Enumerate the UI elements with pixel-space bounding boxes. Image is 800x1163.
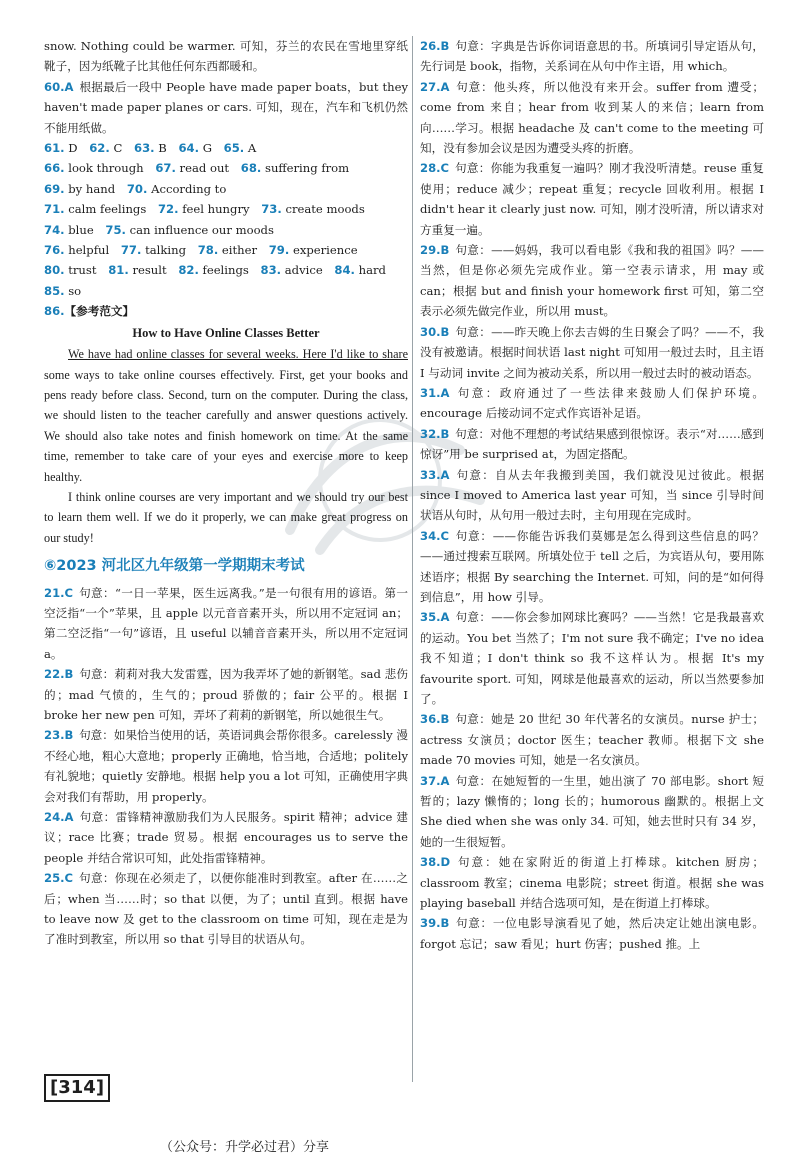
question-number: 77. [120, 243, 142, 258]
answer-value: talking [145, 243, 186, 258]
question-number: 28. [420, 161, 441, 176]
answer-letter: B [440, 324, 450, 339]
answer-value: calm feelings [68, 202, 147, 217]
answer-letter: D [440, 855, 451, 870]
question-number: 67. [155, 161, 176, 176]
question-number: 66. [44, 161, 65, 176]
answer-value: D [68, 141, 78, 156]
question-number: 60. [44, 79, 65, 94]
question-number: 27. [420, 79, 441, 94]
answer-value: G [202, 141, 212, 156]
question-number: 84. [334, 263, 355, 278]
answer-letter: A [440, 610, 450, 625]
section-heading: ⑥2023 河北区九年级第一学期期末考试 [44, 558, 305, 575]
question-number: 75. [105, 222, 126, 237]
sample-essay-label: 【参考范文】 [64, 304, 135, 319]
explanation: 句意：你能为我重复一遍吗？刚才我没听清楚。reuse 重复使用；reduce 减少；repeat 重复；recycle 回收利用。根据 I didn't hear it clearly just now. 可知，刚才没听清，所以请求对方重复一遍。 [420, 161, 764, 237]
explanation: 句意：——昨天晚上你去吉姆的生日聚会了吗？——不，我没有被邀请。根据时间状语 last night 可知用一般过去时，且主语 I 与动词 invite 之间为被动关系，所以用一般过去时的被动语态。 [420, 324, 764, 380]
answer-row-80-84 [44, 260, 408, 280]
answer-item-22 [44, 664, 408, 725]
column-divider [412, 36, 413, 1082]
answer-letter: B [440, 916, 450, 931]
explanation: 句意：——你会参加网球比赛吗？——当然！它是我最喜欢的运动。You bet 当然了；I'm not sure 我不确定；I've no idea 我不知道；I don't think so 我不这样认为。根据 It's my favourite sport. 可知，网球是他最喜欢的运动，所以当然要参加了。 [420, 610, 764, 706]
answer-value: trust [68, 263, 97, 278]
question-number: 31. [420, 385, 441, 400]
answer-item-25 [44, 868, 408, 950]
question-number: 34. [420, 528, 441, 543]
answer-letter: C [64, 871, 74, 886]
question-number: 82. [178, 263, 199, 278]
left-column [44, 36, 408, 950]
question-number: 39. [420, 916, 441, 931]
answer-row-74-75 [44, 220, 408, 240]
explanation: 句意：自从去年我搬到美国，我们就没见过彼此。根据 since I moved to America last year 可知，当 since 引导时间状语从句时，从句用一般过去时，主句用现在完成时。 [420, 467, 764, 523]
explanation: 句意：政府通过了一些法律来鼓励人们保护环境。encourage 后接动词不定式作宾语补足语。 [420, 385, 764, 421]
answer-row-76-79 [44, 240, 408, 260]
answer-letter: B [440, 426, 450, 441]
answer-value: According to [151, 181, 227, 196]
answer-value: either [221, 243, 258, 258]
question-number: 32. [420, 426, 441, 441]
essay-text: some ways to take online courses effectively. First, get your books and pens ready before class. Second, turn on the computer. During the class, we should listen to the teacher carefully and answer questions actively. We should also take notes and finish homework on time. At the same time, remember to take care of your eyes and exercise more to keep healthy. [44, 367, 408, 484]
answer-letter: A [64, 79, 74, 94]
answer-value: by hand [68, 181, 116, 196]
answer-value: hard [358, 263, 386, 278]
answer-value: C [113, 141, 123, 156]
question-number: 72. [157, 202, 179, 217]
answer-item-23 [44, 725, 408, 807]
question-number: 79. [268, 243, 290, 258]
question-number: 37. [420, 773, 441, 788]
answer-item-33 [420, 465, 764, 526]
answer-row-71-73 [44, 199, 408, 219]
explanation: 句意：在她短暂的一生里，她出演了 70 部电影。short 短暂的；lazy 懒惰的；long 长的；humorous 幽默的。根据上文 She died when she was only 34. 可知，她去世时只有 34 岁，她的一生很短暂。 [420, 773, 764, 849]
answer-letter: A [440, 385, 450, 400]
question-number: 22. [44, 667, 65, 682]
answer-value: B [158, 141, 167, 156]
explanation: 句意：字典是告诉你词语意思的书。所填词引导定语从句，先行词是 book，指物，关系词在从句中作主语，用 which。 [420, 39, 764, 74]
question-number: 69. [44, 181, 65, 196]
explanation: 句意：莉莉对我大发雷霆，因为我弄坏了她的新钢笔。sad 悲伤的；mad 气愤的，生气的；proud 骄傲的；fair 公平的。根据 I broke her new pen 可知，弄坏了莉莉的新钢笔，所以她很生气。 [44, 667, 408, 722]
essay-paragraph-2: I think online courses are very important and we should try our best to learn them well. If we do it properly, we can make great progress on our study! [44, 489, 408, 545]
answer-letter: A [440, 773, 450, 788]
answer-item-31 [420, 383, 764, 424]
question-number: 33. [420, 467, 441, 482]
answer-value: advice [284, 263, 323, 278]
answer-letter: B [440, 243, 450, 258]
question-number: 64. [178, 141, 200, 156]
question-number: 70. [126, 181, 148, 196]
question-number: 86. [44, 304, 65, 319]
question-number: 23. [44, 728, 65, 743]
answer-item-38 [420, 852, 764, 913]
question-number: 71. [44, 202, 65, 217]
question-number: 78. [197, 243, 219, 258]
explanation: 句意：——你能告诉我们莫娜是怎么得到这些信息的吗？——通过搜索互联网。所填处位于 tell 之后，为宾语从句，要用陈述语序；根据 By searching the Internet. 可知，问的是“如何得到信息”，用 how 引导。 [420, 528, 764, 604]
answer-value: look through [68, 161, 144, 176]
explanation: 句意：如果恰当使用的话，英语词典会帮你很多。carelessly 漫不经心地，粗心大意地；properly 正确地，恰当地，合适地；politely 有礼貌地；quietly 安静地。根据 help you a lot 可知，正确使用字典会对我们有帮助，用 properly。 [44, 728, 408, 804]
explanation: 句意：雷锋精神激励我们为人民服务。spirit 精神；advice 建议；race 比赛；trade 贸易。根据 encourages us to serve the people 并结合常识可知，此处指雷锋精神。 [44, 810, 409, 865]
answer-item-39 [420, 913, 764, 954]
answer-letter: C [440, 528, 450, 543]
explanation: 句意：“一日一苹果，医生远离我。”是一句很有用的谚语。第一空泛指“一个”苹果，且 apple 以元音音素开头，所以用不定冠词 an；第二空泛指“一句”谚语，且 useful 以辅音音素开头，所以用不定冠词 a。 [44, 585, 409, 661]
answer-value: can influence our moods [129, 222, 274, 237]
footer-share-note: （公众号：升学必过君）分享 [160, 1140, 330, 1155]
answer-value: helpful [68, 243, 110, 258]
explanation: 句意：她是 20 世纪 30 年代著名的女演员。nurse 护士；actress 女演员；doctor 医生；teacher 教师。根据下文 she made 70 movies 可知，她是一名女演员。 [420, 712, 764, 768]
answer-value: feel hungry [182, 202, 250, 217]
question-number: 21. [44, 585, 65, 600]
underlined-phrase: We have had online classes for several weeks. Here I'd like to share [68, 347, 408, 362]
question-number: 83. [260, 263, 282, 278]
answer-item-32 [420, 424, 764, 465]
answer-letter: A [440, 467, 450, 482]
question-number: 73. [261, 202, 282, 217]
answer-value: suffering from [265, 161, 350, 176]
answer-letter: C [64, 585, 74, 600]
essay-paragraph-1 [44, 344, 408, 487]
answer-value: read out [179, 161, 230, 176]
question-number: 35. [420, 610, 441, 625]
answer-letter: B [64, 728, 74, 743]
question-number: 30. [420, 324, 441, 339]
question-number: 85. [44, 283, 65, 298]
answer-letter: C [440, 161, 450, 176]
answer-item-60 [44, 77, 408, 138]
question-number: 29. [420, 243, 441, 258]
answer-item-28 [420, 158, 764, 240]
answer-item-37 [420, 771, 764, 853]
explanation: 句意：他头疼，所以他没有来开会。suffer from 遭受；come from 来自；hear from 收到某人的来信；learn from 向……学习。根据 headache 及 can't come to the meeting 可知，没有参加会议是因为遭受头疼的折磨。 [420, 79, 764, 156]
answer-item-34 [420, 526, 764, 608]
answer-letter: A [440, 79, 450, 94]
question-number: 74. [44, 222, 65, 237]
answer-letter: B [440, 712, 450, 727]
answer-row-61-65 [44, 138, 408, 158]
question-number: 80. [44, 263, 65, 278]
page-number: [314] [44, 1074, 110, 1102]
answer-value: blue [68, 222, 94, 237]
answer-value: feelings [202, 263, 249, 278]
answer-letter: A [64, 810, 74, 825]
answer-value: A [247, 141, 257, 156]
question-number: 68. [240, 161, 262, 176]
answer-value: so [68, 283, 82, 298]
question-number: 81. [108, 263, 129, 278]
answer-row-69-70 [44, 179, 408, 199]
question-number: 65. [223, 141, 245, 156]
question-number: 61. [44, 141, 65, 156]
answer-item-27 [420, 77, 764, 159]
question-number: 36. [420, 712, 441, 727]
answer-item-36 [420, 709, 764, 770]
answer-item-24 [44, 807, 408, 868]
right-column [420, 36, 764, 954]
explanation: 根据最后一段中 People have made paper boats，but they haven't made paper planes or cars. 可知，现在，汽车和飞机仍然不能用纸做。 [44, 79, 408, 135]
explanation: 句意：一位电影导演看见了她，然后决定让她出演电影。forgot 忘记；saw 看见；hurt 伤害；pushed 推。上 [420, 916, 764, 951]
question-number: 38. [420, 855, 441, 870]
question-number: 63. [134, 141, 155, 156]
explanation: 句意：——妈妈，我可以看电影《我和我的祖国》吗？——当然，但是你必须先完成作业。第一空表示请求，用 may 或 can；根据 but and finish your homework first 可知，第二空表示必须先做完作业，所以用 must。 [420, 243, 764, 319]
answer-item-30 [420, 322, 764, 383]
explanation: 句意：你现在必须走了，以便你能准时到教室。after 在……之后；when 当……时；so that 以便，为了；until 直到。根据 have to leave now 及 get to the classroom on time 可知，现在走是为了准时到教室，所以用 so that 引导目的状语从句。 [44, 871, 408, 947]
answer-letter: B [440, 39, 450, 53]
answer-item-86 [44, 301, 408, 321]
page-number-value: 314 [58, 1077, 96, 1098]
answer-item-35 [420, 607, 764, 709]
answer-value: result [132, 263, 167, 278]
question-number: 24. [44, 810, 65, 825]
question-number: 26. [420, 39, 441, 53]
answer-item-21 [44, 583, 408, 665]
answer-item-26 [420, 36, 764, 77]
answer-continuation: snow. Nothing could be warmer. 可知，芬兰的农民在雪地里穿纸靴子，因为纸靴子比其他任何东西都暖和。 [44, 39, 408, 74]
answer-value: create moods [285, 202, 365, 217]
essay-title: How to Have Online Classes Better [132, 325, 320, 340]
explanation: 句意：对他不理想的考试结果感到很惊讶。表示“对……感到惊讶”用 be surprised at，为固定搭配。 [420, 426, 764, 462]
answer-letter: B [64, 667, 74, 682]
answer-value: experience [292, 243, 358, 258]
answer-row-85 [44, 281, 408, 301]
answer-item-29 [420, 240, 764, 322]
answer-row-66-68 [44, 158, 408, 178]
question-number: 62. [89, 141, 110, 156]
question-number: 25. [44, 871, 65, 886]
question-number: 76. [44, 243, 65, 258]
explanation: 句意：她在家附近的街道上打棒球。kitchen 厨房；classroom 教室；cinema 电影院；street 街道。根据 she was playing baseball 并结合选项可知，是在街道上打棒球。 [420, 855, 764, 911]
